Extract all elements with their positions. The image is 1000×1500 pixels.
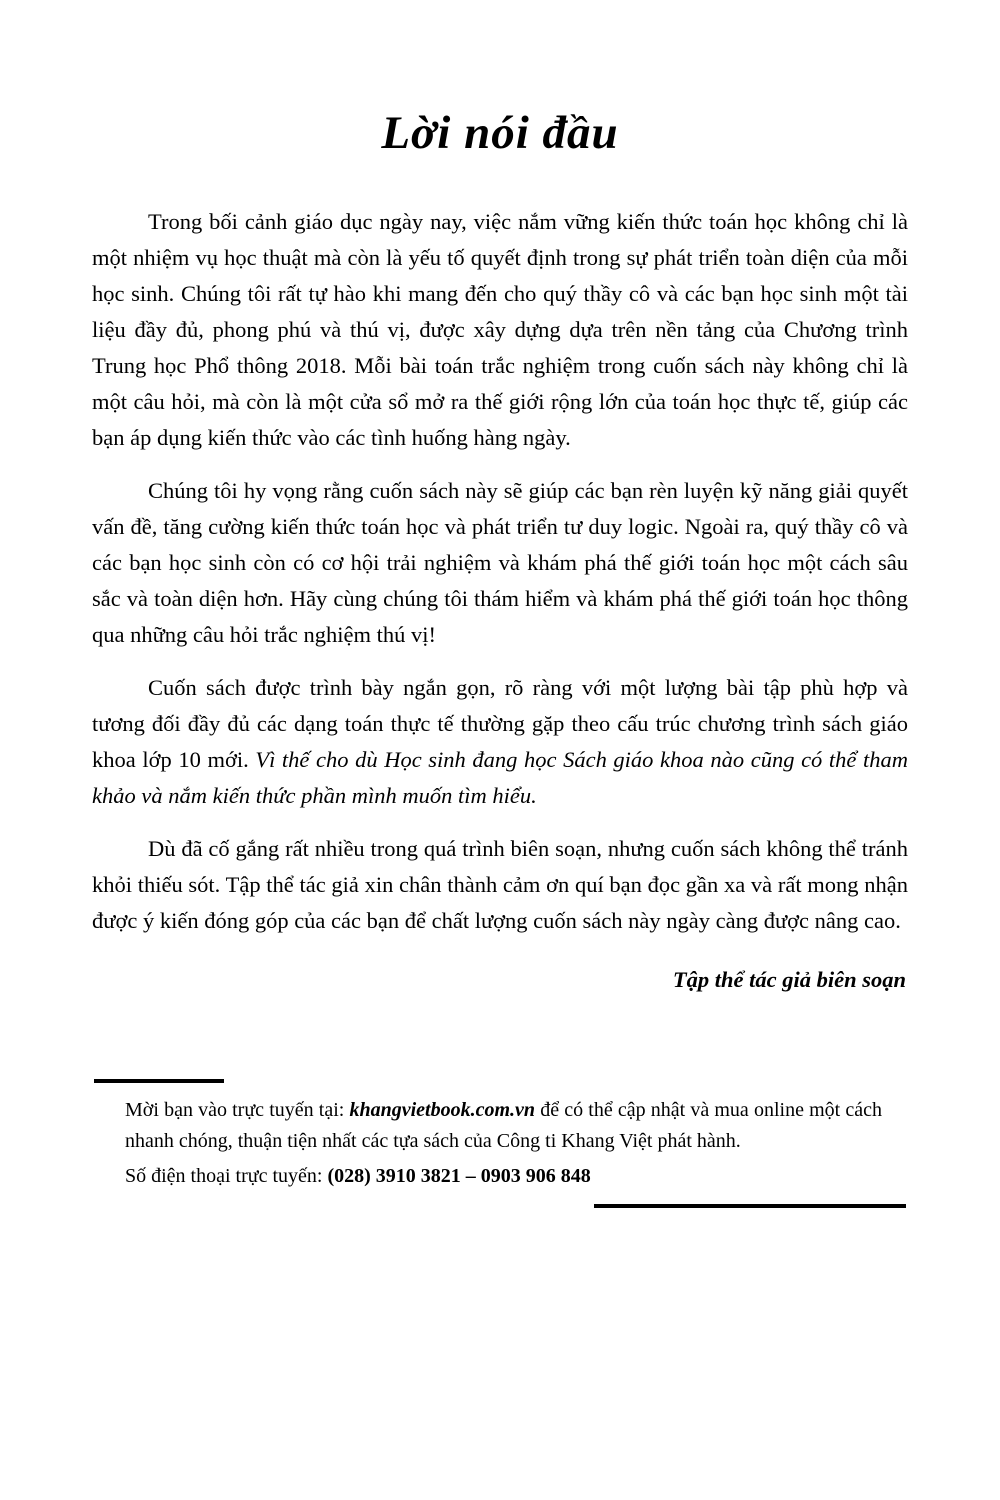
paragraph-1: Trong bối cảnh giáo dục ngày nay, việc nắm vững kiến thức toán học không chỉ là một nhiệm vụ học thuật mà còn là yếu tố quyết định trong sự phát triển toàn diện của mỗi học sinh. Chúng tôi rất tự hào khi mang đến cho quý thầy cô và các bạn học sinh một tài liệu đầy đủ, phong phú và thú vị, được xây dựng dựa trên nền tảng của Chương trình Trung học Phổ thông 2018. Mỗi bài toán trắc nghiệm trong cuốn sách này không chỉ là một câu hỏi, mà còn là một cửa sổ mở ra thế giới rộng lớn của toán học thực tế, giúp các bạn áp dụng kiến thức vào các tình huống hàng ngày. bbox=[92, 209, 908, 450]
paragraph-4: Dù đã cố gắng rất nhiều trong quá trình biên soạn, nhưng cuốn sách không thể tránh khỏi thiếu sót. Tập thể tác giả xin chân thành cảm ơn quí bạn đọc gần xa và rất mong nhận được ý kiến đóng góp của các bạn để chất lượng cuốn sách này ngày càng được nâng cao. bbox=[92, 836, 908, 933]
paragraph-3-normal-part: Cuốn sách được trình bày ngắn gọn, rõ ràng với một lượng bài tập phù hợp và tương đối đầy đủ các dạng toán thực tế thường gặp theo cấu trúc chương trình sách giáo khoa lớp 10 mới. bbox=[92, 675, 908, 772]
footer-rule-top bbox=[94, 1079, 224, 1083]
paragraph-3 bbox=[92, 670, 908, 814]
publisher-footer bbox=[92, 1079, 908, 1208]
paragraph-2: Chúng tôi hy vọng rằng cuốn sách này sẽ giúp các bạn rèn luyện kỹ năng giải quyết vấn đề, tăng cường kiến thức toán học và phát triển tư duy logic. Ngoài ra, quý thầy cô và các bạn học sinh còn có cơ hội trải nghiệm và khám phá thế giới toán học một cách sâu sắc và toàn diện hơn. Hãy cùng chúng tôi thám hiểm và khám phá thế giới toán học thông qua những câu hỏi trắc nghiệm thú vị! bbox=[92, 478, 908, 647]
paragraph-3-italic-part: Vì thế cho dù Học sinh đang học Sách giáo khoa nào cũng có thể tham khảo và nắm kiến thức phần mình muốn tìm hiểu. bbox=[92, 747, 908, 808]
footer-rule-bottom bbox=[594, 1204, 906, 1208]
phone-label: Số điện thoại trực tuyến: bbox=[125, 1165, 328, 1187]
page-title: Lời nói đầu bbox=[381, 107, 619, 159]
footer-note-suffix: để có thể cập nhật và mua online một cách nhanh chóng, thuận tiện nhất các tựa sách của Công ti Khang Việt phát hành. bbox=[125, 1099, 882, 1152]
author-signature: Tập thể tác giả biên soạn bbox=[672, 967, 906, 992]
phone-numbers: (028) 3910 3821 – 0903 906 848 bbox=[327, 1165, 591, 1187]
body-text bbox=[92, 204, 908, 939]
footer-note bbox=[92, 1095, 908, 1157]
website-name: khangvietbook.com.vn bbox=[349, 1099, 536, 1121]
footer-note-prefix: Mời bạn vào trực tuyến tại: bbox=[125, 1099, 350, 1121]
footer-phone-line bbox=[92, 1161, 908, 1192]
